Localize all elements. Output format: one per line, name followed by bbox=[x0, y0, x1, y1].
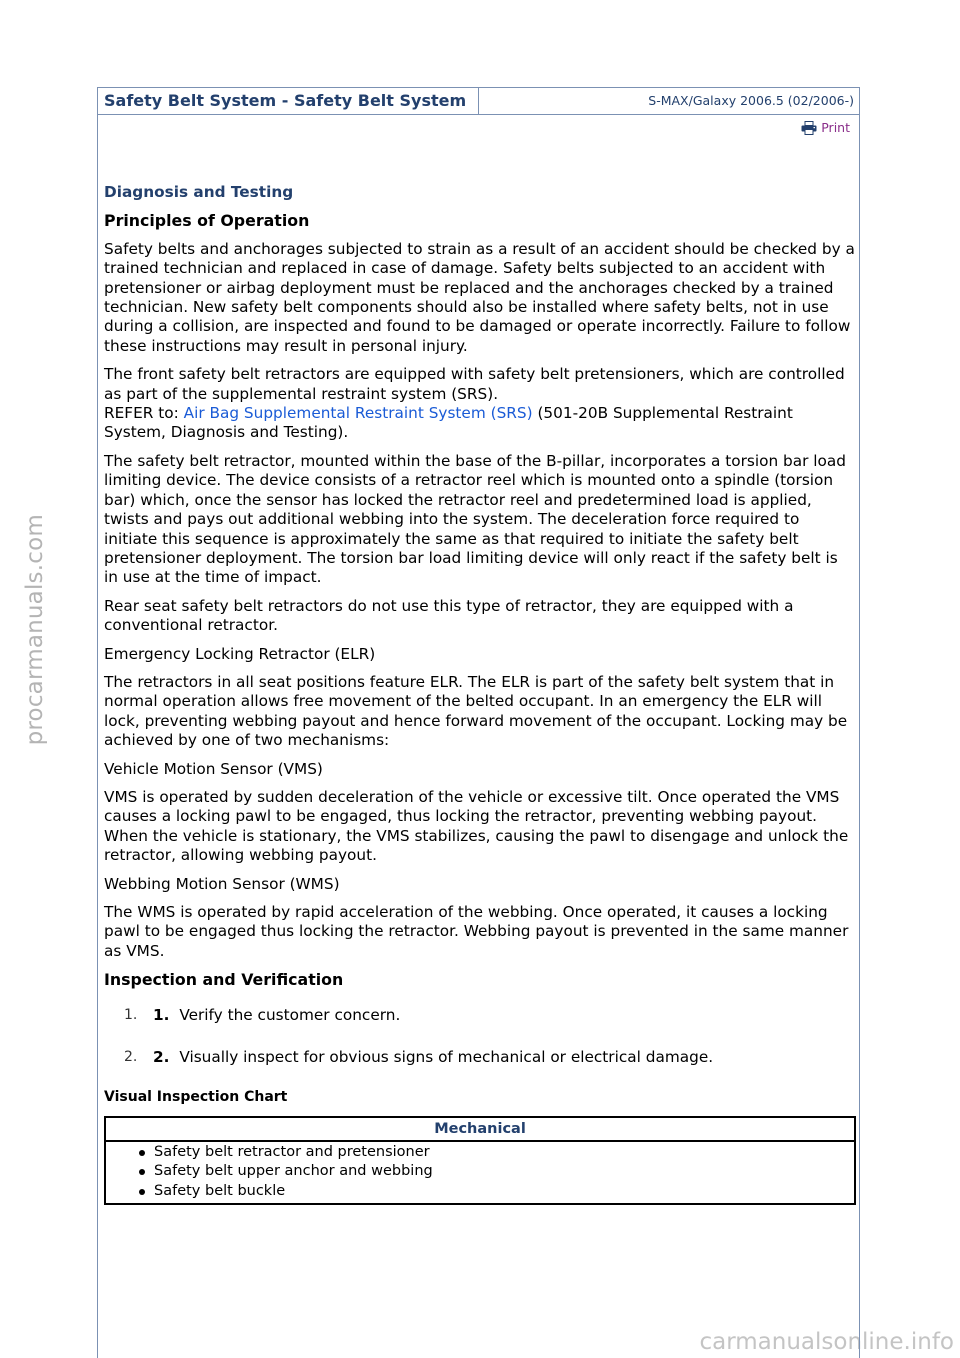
wms-title: Webbing Motion Sensor (WMS) bbox=[104, 874, 340, 893]
page-title: Safety Belt System - Safety Belt System bbox=[98, 88, 479, 114]
elr-title: Emergency Locking Retractor (ELR) bbox=[104, 644, 376, 663]
visual-inspection-table bbox=[104, 1116, 856, 1205]
page-header bbox=[97, 87, 860, 115]
step-bold-number: 2. bbox=[153, 1047, 170, 1066]
watermark-side bbox=[22, 500, 50, 760]
inspection-heading: Inspection and Verification bbox=[104, 970, 344, 990]
step-bold-number: 1. bbox=[153, 1005, 170, 1024]
step-text: Verify the customer concern. bbox=[174, 1005, 401, 1024]
mechanical-cell bbox=[105, 1141, 855, 1204]
printer-icon bbox=[801, 121, 817, 135]
paragraph-pretensioners bbox=[104, 365, 856, 443]
srs-link[interactable]: Air Bag Supplemental Restraint System (SRS) bbox=[183, 404, 533, 423]
print-label: Print bbox=[821, 120, 850, 135]
step-item bbox=[104, 1046, 856, 1068]
list-item: Safety belt buckle bbox=[154, 1182, 854, 1201]
refer-suffix: (501-20B Supplemental Restraint System, Diagnosis and Testing). bbox=[104, 404, 793, 442]
inspection-steps bbox=[104, 1004, 856, 1068]
pretensioner-text: The front safety belt retractors are equipped with safety belt pretensioners, which are controlled as part of the supplemental restraint system (SRS). bbox=[104, 365, 845, 403]
list-item: Safety belt retractor and pretensioner bbox=[154, 1143, 854, 1162]
paragraph-torsion-bar: The safety belt retractor, mounted within the base of the B-pillar, incorporates a torsion bar load limiting device. The device consists of a retractor reel which is mounted onto a spindle (torsion bar) which, once the sensor has locked the retractor reel and predetermined load is applied, twists and pays out additional webbing into the system. The deceleration force required to initiate this sequence is approximately the same as that required to initiate the safety belt pretensioner deployment. The torsion bar load limiting device will only react if the safety belt is in use at the time of impact. bbox=[104, 451, 846, 587]
watermark-side-text: procarmanuals.com bbox=[22, 514, 49, 746]
section-heading: Diagnosis and Testing bbox=[104, 183, 294, 201]
step-text: Visually inspect for obvious signs of mechanical or electrical damage. bbox=[174, 1047, 714, 1066]
paragraph-strain: Safety belts and anchorages subjected to strain as a result of an accident should be checked by a trained technician and replaced in case of damage. Safety belts subjected to an accident with pretensioner or airbag deployment must be replaced and the anchorages checked by a trained technician. New safety belt components should also be installed where safety belts, not in use during a collision, are inspected and found to be damaged or operate incorrectly. Failure to follow these instructions may result in personal injury. bbox=[104, 239, 855, 355]
paragraph-wms: The WMS is operated by rapid acceleration of the webbing. Once operated, it causes a locking pawl to be engaged thus locking the retractor. Webbing payout is prevented in the same manner as VMS. bbox=[104, 903, 849, 960]
paragraph-vms: VMS is operated by sudden deceleration of the vehicle or excessive tilt. Once operated the VMS causes a locking pawl to be engaged, thus locking the retractor, preventing webbing payout. When the vehicle is stationary, the VMS stabilizes, causing the pawl to disengage and unlock the retractor, allowing webbing payout. bbox=[104, 787, 849, 865]
chart-title: Visual Inspection Chart bbox=[104, 1088, 288, 1105]
paragraph-elr: The retractors in all seat positions feature ELR. The ELR is part of the safety belt system that in normal operation allows free movement of the belted occupant. In an emergency the ELR will lock, preventing webbing payout and hence forward movement of the occupant. Locking may be achieved by one of two mechanisms: bbox=[104, 672, 848, 750]
step-list-number: 1. bbox=[124, 1006, 138, 1023]
watermark-bottom: carmanualsonline.info bbox=[699, 1328, 954, 1355]
vms-title: Vehicle Motion Sensor (VMS) bbox=[104, 759, 323, 778]
print-link[interactable] bbox=[801, 118, 850, 137]
document-body bbox=[104, 183, 856, 1205]
list-item: Safety belt upper anchor and webbing bbox=[154, 1162, 854, 1181]
column-header-mechanical: Mechanical bbox=[105, 1117, 855, 1141]
step-item bbox=[104, 1004, 856, 1026]
model-label: S-MAX/Galaxy 2006.5 (02/2006-) bbox=[648, 93, 854, 108]
mechanical-list bbox=[106, 1143, 854, 1201]
refer-prefix: REFER to: bbox=[104, 404, 184, 423]
principles-heading: Principles of Operation bbox=[104, 211, 310, 231]
paragraph-rear-seat: Rear seat safety belt retractors do not use this type of retractor, they are equipped with a conventional retractor. bbox=[104, 596, 794, 635]
step-list-number: 2. bbox=[124, 1048, 138, 1065]
